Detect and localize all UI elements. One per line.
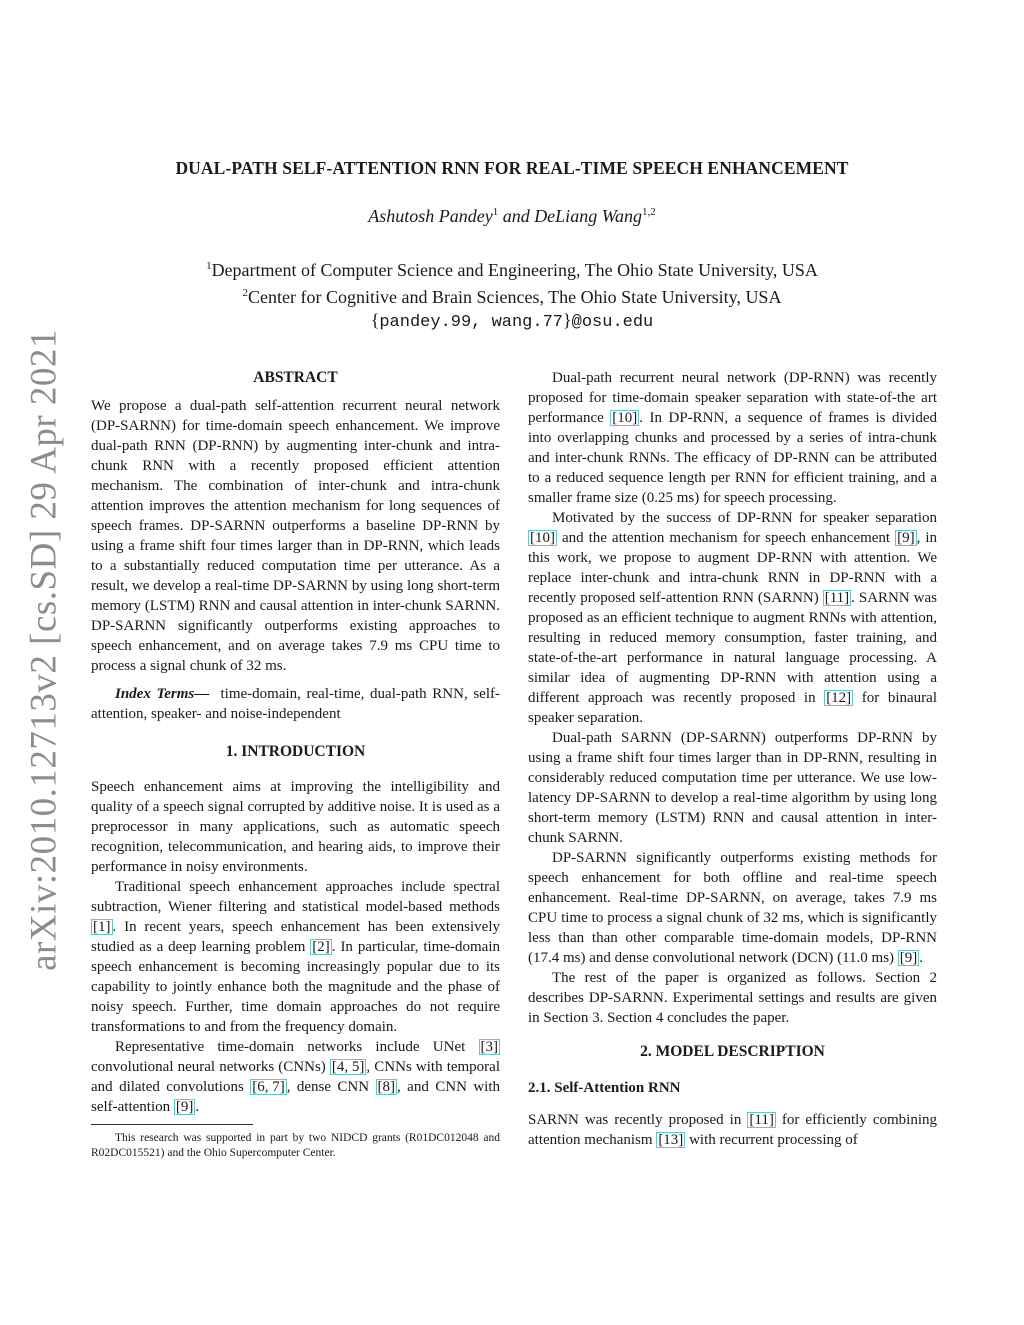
paragraph: Dual-path SARNN (DP-SARNN) outperforms DP-RNN by using a frame shift four times larger than in DP-RNN, resulting in considerably reduced computation time per utterance. We use low-latency DP-SARNN to develop a real-time algorithm by using long short-term memory (LSTM) RNN and causal attention in inter-chunk SARNN. — [528, 730, 937, 846]
abstract-heading: ABSTRACT — [253, 369, 338, 386]
citation-link[interactable]: [4, 5] — [331, 1059, 365, 1075]
citation-link[interactable]: [10] — [612, 410, 638, 426]
right-column — [528, 368, 937, 1150]
citation-link[interactable]: [12] — [826, 690, 852, 706]
email-line: {pandey.99, wang.77}@osu.edu — [370, 310, 654, 332]
paragraph: Dual-path recurrent neural network (DP-RNN) was recently proposed for time-domain speaker separation with state-of-the art performance [10] . In DP-RNN, a sequence of frames is divided into overlapping chunks and processed by a series of intra-chunk and inter-chunk RNNs. The efficacy of DP-RNN can be attributed to a reduced sequence length per RNN for efficient training, and a smaller frame size (0.25 ms) for speech processing. — [528, 370, 937, 506]
citation-link[interactable]: [1] — [93, 919, 111, 935]
citation-link[interactable]: [3] — [480, 1039, 498, 1055]
abstract-text: We propose a dual-path self-attention recurrent neural network (DP-SARNN) for time-domain speech enhancement. We improve dual-path RNN (DP-RNN) by augmenting inter-chunk and intra-chunk RNN with a recently proposed efficient attention mechanism. The combination of inter-chunk and intra-chunk attention improves the attention mechanism for long sequences of speech frames. DP-SARNN outperforms a baseline DP-RNN by using a frame shift four times larger than in DP-RNN, which leads to a substantially reduced computation time per utterance. As a result, we develop a real-time DP-SARNN by using long short-term memory (LSTM) RNN and causal attention in inter-chunk SARNN. DP-SARNN significantly outperforms existing approaches to speech enhancement, and on average takes 7.9 ms CPU time to process a signal chunk of 32 ms. — [91, 398, 500, 674]
paragraph: Speech enhancement aims at improving the intelligibility and quality of a speech signal corrupted by additive noise. It is used as a preprocessor in many applications, such as automatic speech recognition, telecommunication, and hearing aids, to improve their performance in noisy environments. — [91, 779, 500, 875]
citation-link[interactable]: [8] — [377, 1079, 396, 1095]
author-line — [0, 206, 1024, 227]
citation-link[interactable]: [11] — [824, 590, 850, 606]
index-terms: Index Terms— time-domain, real-time, dual-path RNN, self-attention, speaker- and noise-independent — [91, 686, 500, 722]
affiliations — [0, 255, 1024, 334]
author-conjunction: and — [502, 206, 530, 226]
paragraph: Representative time-domain networks include UNet [3] convolutional neural networks (CNNs) [4, 5] , CNNs with temporal and dilated convolutions [6, 7] , dense CNN [8] , and CNN with self-attention [9] . — [91, 1039, 501, 1115]
paragraph: Motivated by the success of DP-RNN for speaker separation [10] and the attention mechanism for speech enhancement [9] , in this work, we propose to augment DP-RNN with attention. We replace inter-chunk and intra-chunk RNN in DP-RNN with a recently proposed self-attention RNN (SARNN) [11] . SARNN was proposed as an efficient technique to augment RNNs with attention, resulting in reduced memory consumption, faster training, and state-of-the-art performance in natural language processing. A similar idea of augmenting DP-RNN with attention using a different approach was recently proposed in [12] for binaural speaker separation. — [528, 510, 938, 726]
author-affil-mark: 1,2 — [642, 206, 656, 218]
author-name: DeLiang Wang — [534, 206, 643, 226]
paragraph: The rest of the paper is organized as follows. Section 2 describes DP-SARNN. Experimental settings and results are given in Section 3. Section 4 concludes the paper. — [528, 970, 937, 1026]
citation-link[interactable]: [11] — [749, 1112, 774, 1128]
affiliation-line: $^2$Center for Cognitive and Brain Sciences, The Ohio State University, USA — [242, 287, 782, 307]
citation-link[interactable]: [10] — [530, 530, 555, 546]
paragraph: SARNN was recently proposed in [11] for efficiently combining attention mechanism [13] with recurrent processing of — [528, 1112, 937, 1148]
author-affil-mark: 1 — [492, 206, 499, 218]
paper-title: DUAL-PATH SELF-ATTENTION RNN FOR REAL-TIME SPEECH ENHANCEMENT — [175, 158, 849, 178]
paragraph: Traditional speech enhancement approaches include spectral subtraction, Wiener filtering and statistical model-based methods [1] . In recent years, speech enhancement has been extensively studied as a deep learning problem [2] . In particular, time-domain speech enhancement is becoming increasingly popular due to its capability to jointly enhance both the magnitude and the phase of noisy speech. Further, time domain approaches do not require transformations to and from the frequency domain. — [91, 879, 500, 1035]
citation-link[interactable]: [2] — [312, 939, 330, 955]
citation-link[interactable]: [9] — [897, 530, 915, 546]
author-name: Ashutosh Pandey — [368, 206, 493, 226]
citation-link[interactable]: [13] — [658, 1132, 684, 1148]
citation-link[interactable]: [9] — [175, 1099, 194, 1115]
subsection-heading: 2.1. Self-Attention RNN — [528, 1080, 681, 1096]
affiliation-line: $^1$Department of Computer Science and Engineering, The Ohio State University, USA — [206, 260, 818, 280]
citation-link[interactable]: [6, 7] — [252, 1079, 285, 1095]
footnote-rule — [91, 1124, 253, 1125]
section-heading: 1. INTRODUCTION — [225, 743, 366, 760]
section-heading: 2. MODEL DESCRIPTION — [640, 1043, 825, 1060]
paragraph: DP-SARNN significantly outperforms existing methods for speech enhancement for both offline and real-time speech enhancement. Real-time DP-SARNN, on average, takes 7.9 ms CPU time to process a signal chunk of 32 ms, which is significantly less than than other comparable time-domain models, DP-RNN (17.4 ms) and dense convolutional network (DCN) (11.0 ms) [9] . — [528, 850, 937, 966]
left-column — [91, 368, 500, 1161]
footnote: This research was supported in part by two NIDCD grants (R01DC012048 and R02DC015521) and the Ohio Supercomputer Center. — [91, 1132, 500, 1159]
citation-link[interactable]: [9] — [899, 950, 918, 966]
